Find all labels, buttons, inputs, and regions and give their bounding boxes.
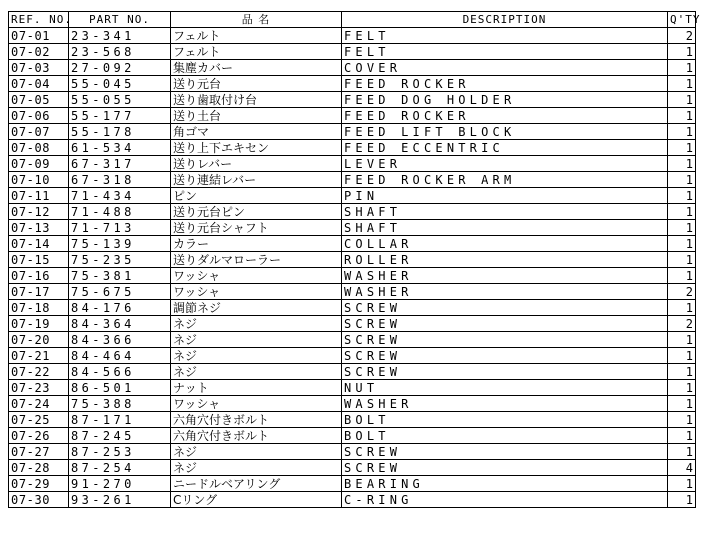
quantity-cell: 1 xyxy=(668,60,696,76)
part-no-cell: 87-245 xyxy=(69,428,171,444)
quantity-cell: 1 xyxy=(668,188,696,204)
table-row xyxy=(9,60,696,76)
description-cell: FEED LIFT BLOCK xyxy=(342,124,668,140)
item-name-cell: 調節ネジ xyxy=(171,300,342,316)
item-name-cell: 送り元台 xyxy=(171,76,342,92)
table-row xyxy=(9,300,696,316)
header-row xyxy=(9,12,696,28)
quantity-cell: 1 xyxy=(668,348,696,364)
table-row xyxy=(9,140,696,156)
part-no-cell: 61-534 xyxy=(69,140,171,156)
table-row xyxy=(9,76,696,92)
quantity-cell: 4 xyxy=(668,460,696,476)
ref-no-cell: 07-03 xyxy=(9,60,69,76)
table-row xyxy=(9,220,696,236)
parts-table-header xyxy=(9,12,701,28)
ref-no-cell: 07-01 xyxy=(9,28,69,44)
table-row xyxy=(9,28,696,44)
description-cell: SHAFT xyxy=(342,204,668,220)
ref-no-cell: 07-29 xyxy=(9,476,69,492)
table-row xyxy=(9,492,696,508)
part-no-cell: 55-178 xyxy=(69,124,171,140)
ref-no-cell: 07-22 xyxy=(9,364,69,380)
item-name-cell: ワッシャ xyxy=(171,268,342,284)
table-row xyxy=(9,92,696,108)
item-name-cell: ナット xyxy=(171,380,342,396)
description-cell: COLLAR xyxy=(342,236,668,252)
quantity-cell: 1 xyxy=(668,76,696,92)
quantity-cell: 2 xyxy=(668,316,696,332)
part-no-cell: 71-488 xyxy=(69,204,171,220)
item-name-cell: ネジ xyxy=(171,364,342,380)
table-row xyxy=(9,236,696,252)
table-row xyxy=(9,124,696,140)
part-no-cell: 71-713 xyxy=(69,220,171,236)
item-name-cell: 送り土台 xyxy=(171,108,342,124)
quantity-cell: 1 xyxy=(668,220,696,236)
header-quantity: Q'TY xyxy=(668,12,696,28)
item-name-cell: ネジ xyxy=(171,348,342,364)
description-cell: ROLLER xyxy=(342,252,668,268)
table-row xyxy=(9,412,696,428)
quantity-cell: 1 xyxy=(668,204,696,220)
description-cell: LEVER xyxy=(342,156,668,172)
ref-no-cell: 07-06 xyxy=(9,108,69,124)
part-no-cell: 71-434 xyxy=(69,188,171,204)
description-cell: SCREW xyxy=(342,332,668,348)
table-row xyxy=(9,252,696,268)
table-row xyxy=(9,460,696,476)
ref-no-cell: 07-02 xyxy=(9,44,69,60)
description-cell: C-RING xyxy=(342,492,668,508)
quantity-cell: 1 xyxy=(668,300,696,316)
ref-no-cell: 07-25 xyxy=(9,412,69,428)
ref-no-cell: 07-12 xyxy=(9,204,69,220)
table-row xyxy=(9,396,696,412)
table-row xyxy=(9,444,696,460)
item-name-cell: 集塵カバー xyxy=(171,60,342,76)
item-name-cell: 送り歯取付け台 xyxy=(171,92,342,108)
quantity-cell: 1 xyxy=(668,380,696,396)
description-cell: BEARING xyxy=(342,476,668,492)
ref-no-cell: 07-14 xyxy=(9,236,69,252)
quantity-cell: 1 xyxy=(668,44,696,60)
ref-no-cell: 07-17 xyxy=(9,284,69,300)
part-no-cell: 84-464 xyxy=(69,348,171,364)
part-no-cell: 87-254 xyxy=(69,460,171,476)
quantity-cell: 1 xyxy=(668,492,696,508)
ref-no-cell: 07-09 xyxy=(9,156,69,172)
item-name-cell: ワッシャ xyxy=(171,396,342,412)
table-row xyxy=(9,268,696,284)
part-no-cell: 84-364 xyxy=(69,316,171,332)
description-cell: SCREW xyxy=(342,364,668,380)
quantity-cell: 1 xyxy=(668,156,696,172)
ref-no-cell: 07-19 xyxy=(9,316,69,332)
part-no-cell: 75-139 xyxy=(69,236,171,252)
item-name-cell: 送り上下エキセン xyxy=(171,140,342,156)
item-name-cell: 角ゴマ xyxy=(171,124,342,140)
item-name-cell: 六角穴付きボルト xyxy=(171,412,342,428)
quantity-cell: 1 xyxy=(668,252,696,268)
part-no-cell: 75-381 xyxy=(69,268,171,284)
description-cell: FEED ROCKER ARM xyxy=(342,172,668,188)
quantity-cell: 1 xyxy=(668,140,696,156)
description-cell: SCREW xyxy=(342,444,668,460)
description-cell: COVER xyxy=(342,60,668,76)
ref-no-cell: 07-26 xyxy=(9,428,69,444)
item-name-cell: カラー xyxy=(171,236,342,252)
item-name-cell: ニードルベアリング xyxy=(171,476,342,492)
quantity-cell: 1 xyxy=(668,396,696,412)
part-no-cell: 23-568 xyxy=(69,44,171,60)
quantity-cell: 1 xyxy=(668,428,696,444)
part-no-cell: 86-501 xyxy=(69,380,171,396)
ref-no-cell: 07-24 xyxy=(9,396,69,412)
part-no-cell: 75-675 xyxy=(69,284,171,300)
part-no-cell: 67-318 xyxy=(69,172,171,188)
header-ref-no: REF. NO. xyxy=(9,12,69,28)
description-cell: FEED ROCKER xyxy=(342,108,668,124)
table-row xyxy=(9,172,696,188)
description-cell: NUT xyxy=(342,380,668,396)
item-name-cell: ネジ xyxy=(171,444,342,460)
part-no-cell: 67-317 xyxy=(69,156,171,172)
parts-table-body xyxy=(9,28,696,508)
quantity-cell: 1 xyxy=(668,124,696,140)
table-row xyxy=(9,188,696,204)
quantity-cell: 1 xyxy=(668,412,696,428)
ref-no-cell: 07-28 xyxy=(9,460,69,476)
description-cell: FEED ECCENTRIC xyxy=(342,140,668,156)
item-name-cell: Cリング xyxy=(171,492,342,508)
ref-no-cell: 07-16 xyxy=(9,268,69,284)
part-no-cell: 75-235 xyxy=(69,252,171,268)
item-name-cell: 送り元台ピン xyxy=(171,204,342,220)
part-no-cell: 23-341 xyxy=(69,28,171,44)
part-no-cell: 84-176 xyxy=(69,300,171,316)
table-row xyxy=(9,348,696,364)
part-no-cell: 87-171 xyxy=(69,412,171,428)
table-row xyxy=(9,284,696,300)
description-cell: FEED DOG HOLDER xyxy=(342,92,668,108)
item-name-cell: ネジ xyxy=(171,316,342,332)
description-cell: SCREW xyxy=(342,300,668,316)
quantity-cell: 2 xyxy=(668,284,696,300)
table-row xyxy=(9,44,696,60)
description-cell: FELT xyxy=(342,44,668,60)
table-row xyxy=(9,476,696,492)
description-cell: FELT xyxy=(342,28,668,44)
description-cell: WASHER xyxy=(342,284,668,300)
description-cell: SHAFT xyxy=(342,220,668,236)
header-item-name: 品 名 xyxy=(171,12,342,28)
description-cell: WASHER xyxy=(342,396,668,412)
item-name-cell: ワッシャ xyxy=(171,284,342,300)
part-no-cell: 84-366 xyxy=(69,332,171,348)
item-name-cell: フェルト xyxy=(171,44,342,60)
part-no-cell: 84-566 xyxy=(69,364,171,380)
description-cell: WASHER xyxy=(342,268,668,284)
ref-no-cell: 07-18 xyxy=(9,300,69,316)
table-row xyxy=(9,364,696,380)
ref-no-cell: 07-11 xyxy=(9,188,69,204)
ref-no-cell: 07-07 xyxy=(9,124,69,140)
description-cell: BOLT xyxy=(342,412,668,428)
table-row xyxy=(9,428,696,444)
item-name-cell: ピン xyxy=(171,188,342,204)
description-cell: FEED ROCKER xyxy=(342,76,668,92)
item-name-cell: 送り連結レバー xyxy=(171,172,342,188)
ref-no-cell: 07-21 xyxy=(9,348,69,364)
part-no-cell: 55-045 xyxy=(69,76,171,92)
part-no-cell: 27-092 xyxy=(69,60,171,76)
item-name-cell: ネジ xyxy=(171,332,342,348)
ref-no-cell: 07-30 xyxy=(9,492,69,508)
quantity-cell: 1 xyxy=(668,236,696,252)
quantity-cell: 1 xyxy=(668,364,696,380)
ref-no-cell: 07-23 xyxy=(9,380,69,396)
part-no-cell: 75-388 xyxy=(69,396,171,412)
table-row xyxy=(9,332,696,348)
quantity-cell: 1 xyxy=(668,444,696,460)
table-row xyxy=(9,108,696,124)
description-cell: SCREW xyxy=(342,460,668,476)
header-description: DESCRIPTION xyxy=(342,12,668,28)
quantity-cell: 1 xyxy=(668,92,696,108)
item-name-cell: 六角穴付きボルト xyxy=(171,428,342,444)
quantity-cell: 1 xyxy=(668,108,696,124)
description-cell: BOLT xyxy=(342,428,668,444)
description-cell: SCREW xyxy=(342,348,668,364)
ref-no-cell: 07-10 xyxy=(9,172,69,188)
item-name-cell: 送りレバー xyxy=(171,156,342,172)
item-name-cell: 送り元台シャフト xyxy=(171,220,342,236)
quantity-cell: 1 xyxy=(668,172,696,188)
parts-list-sheet xyxy=(8,11,701,508)
part-no-cell: 55-055 xyxy=(69,92,171,108)
item-name-cell: フェルト xyxy=(171,28,342,44)
table-row xyxy=(9,156,696,172)
quantity-cell: 2 xyxy=(668,28,696,44)
ref-no-cell: 07-05 xyxy=(9,92,69,108)
quantity-cell: 1 xyxy=(668,332,696,348)
quantity-cell: 1 xyxy=(668,268,696,284)
part-no-cell: 91-270 xyxy=(69,476,171,492)
ref-no-cell: 07-20 xyxy=(9,332,69,348)
part-no-cell: 87-253 xyxy=(69,444,171,460)
ref-no-cell: 07-15 xyxy=(9,252,69,268)
parts-table xyxy=(8,11,701,508)
description-cell: PIN xyxy=(342,188,668,204)
table-row xyxy=(9,380,696,396)
header-part-no: PART NO. xyxy=(69,12,171,28)
quantity-cell: 1 xyxy=(668,476,696,492)
table-row xyxy=(9,204,696,220)
table-row xyxy=(9,316,696,332)
part-no-cell: 55-177 xyxy=(69,108,171,124)
description-cell: SCREW xyxy=(342,316,668,332)
ref-no-cell: 07-13 xyxy=(9,220,69,236)
ref-no-cell: 07-04 xyxy=(9,76,69,92)
item-name-cell: ネジ xyxy=(171,460,342,476)
part-no-cell: 93-261 xyxy=(69,492,171,508)
item-name-cell: 送りダルマローラー xyxy=(171,252,342,268)
ref-no-cell: 07-08 xyxy=(9,140,69,156)
ref-no-cell: 07-27 xyxy=(9,444,69,460)
